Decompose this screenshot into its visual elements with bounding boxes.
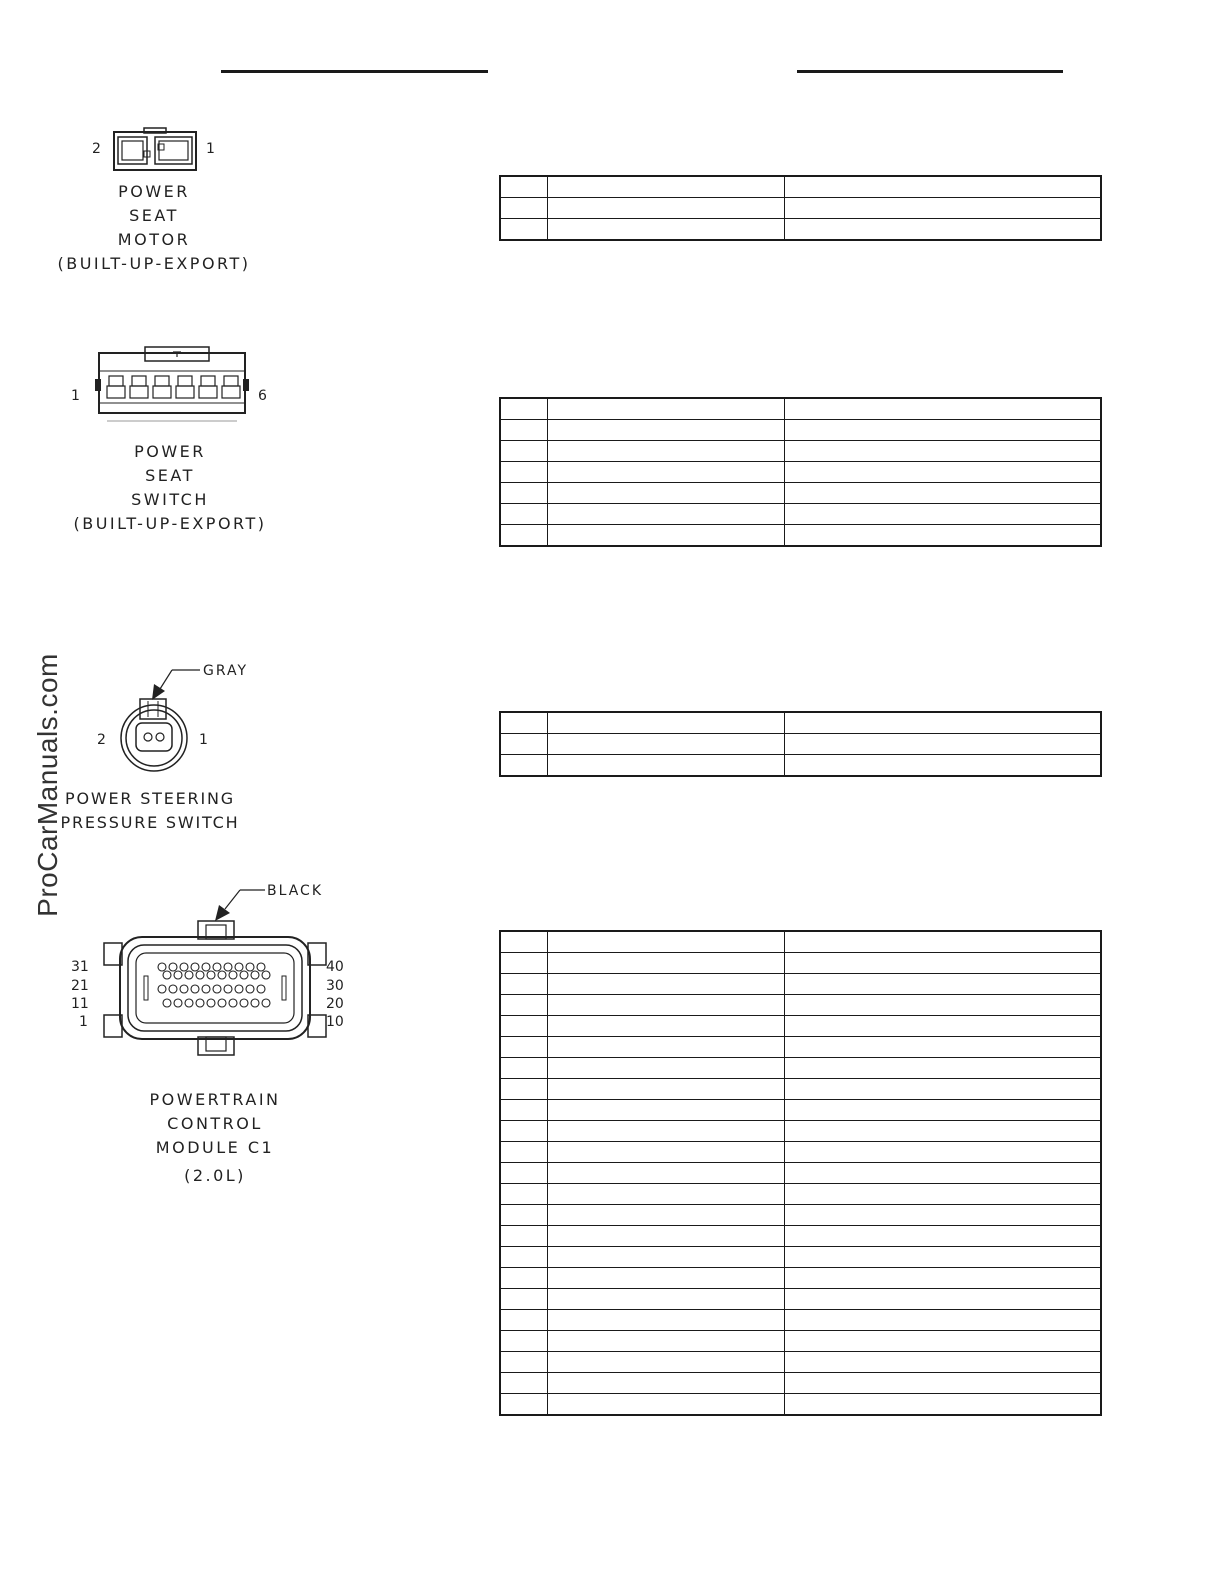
table-cell — [785, 441, 1102, 462]
table-cell — [500, 1184, 548, 1205]
table-cell — [500, 1331, 548, 1352]
table-cell — [785, 1100, 1102, 1121]
pin-cavity — [180, 963, 188, 971]
table-cell — [500, 1121, 548, 1142]
table-cell — [548, 1331, 785, 1352]
table-cell — [548, 1226, 785, 1247]
table-row — [500, 462, 1101, 483]
table-cell — [548, 1373, 785, 1394]
pin-cavity — [169, 985, 177, 993]
power-seat-motor-pin-table — [499, 175, 1102, 241]
table-cell — [500, 1016, 548, 1037]
table-row — [500, 755, 1101, 777]
power-seat-switch-pin-table — [499, 397, 1102, 547]
pin-label-31: 31 — [71, 959, 89, 975]
table-cell — [548, 504, 785, 525]
pin-cavity — [158, 963, 166, 971]
pin-cavity — [218, 971, 226, 979]
table-cell — [548, 462, 785, 483]
color-callout-gray: GRAY — [203, 663, 249, 679]
table-cell — [785, 525, 1102, 547]
pin-label-2: 2 — [97, 732, 106, 748]
pin-cavity — [207, 999, 215, 1007]
table-cell — [548, 398, 785, 420]
pin-cavity — [251, 999, 259, 1007]
header-rule-left — [221, 70, 488, 73]
pin-cavity — [196, 971, 204, 979]
pin-label-6: 6 — [258, 388, 267, 404]
table-row — [500, 176, 1101, 198]
table-row — [500, 1331, 1101, 1352]
table-cell — [500, 1163, 548, 1184]
table-cell — [548, 483, 785, 504]
table-cell — [785, 1352, 1102, 1373]
pin-label-21: 21 — [71, 978, 89, 994]
pin-cavity — [251, 971, 259, 979]
table-cell — [548, 525, 785, 547]
table-cell — [785, 176, 1102, 198]
table-cell — [785, 1289, 1102, 1310]
table-cell — [548, 712, 785, 734]
table-row — [500, 1226, 1101, 1247]
power-steering-pressure-switch-pin-table — [499, 711, 1102, 777]
table-cell — [548, 931, 785, 953]
table-cell — [548, 1247, 785, 1268]
table-cell — [500, 462, 548, 483]
table-cell — [785, 995, 1102, 1016]
table-cell — [500, 441, 548, 462]
pin-cavity — [229, 999, 237, 1007]
table-cell — [785, 931, 1102, 953]
table-cell — [548, 1079, 785, 1100]
table-cell — [548, 1163, 785, 1184]
pin-cavity — [246, 985, 254, 993]
table-cell — [500, 504, 548, 525]
table-cell — [548, 755, 785, 777]
table-cell — [785, 398, 1102, 420]
table-cell — [785, 1058, 1102, 1079]
pin-label-2: 2 — [92, 141, 101, 157]
table-cell — [785, 755, 1102, 777]
pin-cavity — [229, 971, 237, 979]
table-row — [500, 1184, 1101, 1205]
table-row — [500, 504, 1101, 525]
table-cell — [500, 1226, 548, 1247]
table-row — [500, 1163, 1101, 1184]
table-row — [500, 198, 1101, 219]
table-cell — [500, 1394, 548, 1416]
table-cell — [548, 1142, 785, 1163]
table-row — [500, 1289, 1101, 1310]
pin-cavity — [180, 985, 188, 993]
table-row — [500, 974, 1101, 995]
pin-cavity — [163, 999, 171, 1007]
pin-cavity — [224, 985, 232, 993]
pin-cavity — [262, 971, 270, 979]
pin-label-11: 11 — [71, 996, 89, 1012]
watermark: ProCarManuals.com — [32, 653, 63, 917]
table-cell — [785, 712, 1102, 734]
table-row — [500, 1268, 1101, 1289]
pcm-c1-diagram — [60, 875, 350, 1065]
pin-cavity — [240, 999, 248, 1007]
table-cell — [785, 953, 1102, 974]
pin-label-1: 1 — [206, 141, 215, 157]
table-row — [500, 1121, 1101, 1142]
table-row — [500, 441, 1101, 462]
pin-cavity — [191, 985, 199, 993]
table-cell — [548, 1352, 785, 1373]
table-cell — [500, 1247, 548, 1268]
table-row — [500, 953, 1101, 974]
table-cell — [500, 1037, 548, 1058]
table-cell — [500, 1079, 548, 1100]
table-cell — [500, 734, 548, 755]
power-steering-pressure-switch-diagram — [90, 655, 260, 770]
table-row — [500, 483, 1101, 504]
table-row — [500, 1310, 1101, 1331]
table-cell — [785, 1373, 1102, 1394]
table-cell — [548, 1058, 785, 1079]
power-steering-pressure-switch-label: POWER STEERING PRESSURE SWITCH — [60, 789, 240, 832]
pin-cavity — [158, 985, 166, 993]
table-cell — [500, 219, 548, 241]
pin-cavity — [224, 963, 232, 971]
table-cell — [548, 1100, 785, 1121]
table-cell — [500, 1373, 548, 1394]
pin-cavity — [174, 971, 182, 979]
power-seat-switch-diagram — [65, 345, 280, 430]
table-cell — [500, 483, 548, 504]
pin-cavity — [174, 999, 182, 1007]
pin-label-1: 1 — [71, 388, 80, 404]
table-cell — [548, 420, 785, 441]
table-cell — [548, 219, 785, 241]
table-cell — [500, 1058, 548, 1079]
pin-cavity — [257, 985, 265, 993]
power-seat-motor-label: POWER SEAT MOTOR (BUILT-UP-EXPORT) — [57, 182, 251, 273]
table-cell — [548, 953, 785, 974]
table-cell — [548, 734, 785, 755]
pin-cavity — [207, 971, 215, 979]
table-cell — [500, 1310, 548, 1331]
table-row — [500, 1037, 1101, 1058]
table-cell — [548, 1184, 785, 1205]
table-cell — [785, 1142, 1102, 1163]
pin-cavity — [163, 971, 171, 979]
table-cell — [500, 1100, 548, 1121]
table-cell — [785, 734, 1102, 755]
table-row — [500, 525, 1101, 547]
table-cell — [548, 1289, 785, 1310]
table-cell — [548, 1268, 785, 1289]
table-cell — [548, 176, 785, 198]
pin-cavity — [185, 999, 193, 1007]
table-cell — [785, 1310, 1102, 1331]
pcm-c1-label: POWERTRAIN CONTROL MODULE C1 (2.0L) — [149, 1090, 281, 1185]
table-cell — [785, 483, 1102, 504]
table-cell — [548, 1016, 785, 1037]
table-cell — [548, 995, 785, 1016]
table-cell — [548, 1394, 785, 1416]
table-cell — [500, 1268, 548, 1289]
table-row — [500, 995, 1101, 1016]
table-row — [500, 712, 1101, 734]
table-cell — [500, 1205, 548, 1226]
pin-cavity — [185, 971, 193, 979]
table-row — [500, 1100, 1101, 1121]
table-row — [500, 1247, 1101, 1268]
pin-cavity — [218, 999, 226, 1007]
table-cell — [500, 1289, 548, 1310]
pin-cavity — [257, 963, 265, 971]
table-row — [500, 1352, 1101, 1373]
power-seat-switch-label: POWER SEAT SWITCH (BUILT-UP-EXPORT) — [73, 442, 267, 533]
table-cell — [548, 1310, 785, 1331]
pin-cavity — [262, 999, 270, 1007]
table-cell — [500, 1352, 548, 1373]
pin-cavity — [196, 999, 204, 1007]
pin-cavity — [191, 963, 199, 971]
table-cell — [785, 1121, 1102, 1142]
table-cell — [785, 504, 1102, 525]
table-cell — [785, 1247, 1102, 1268]
pin-cavity — [202, 985, 210, 993]
table-row — [500, 219, 1101, 241]
table-cell — [548, 1037, 785, 1058]
table-cell — [500, 1142, 548, 1163]
table-cell — [500, 398, 548, 420]
table-cell — [785, 462, 1102, 483]
table-row — [500, 398, 1101, 420]
table-cell — [500, 176, 548, 198]
pin-cavity — [213, 985, 221, 993]
table-cell — [785, 974, 1102, 995]
table-cell — [548, 1121, 785, 1142]
table-cell — [785, 420, 1102, 441]
table-cell — [500, 931, 548, 953]
table-cell — [785, 1163, 1102, 1184]
table-row — [500, 931, 1101, 953]
table-cell — [785, 1016, 1102, 1037]
table-row — [500, 1016, 1101, 1037]
table-cell — [548, 974, 785, 995]
table-cell — [548, 441, 785, 462]
pin-cavity — [246, 963, 254, 971]
pin-cavity — [235, 985, 243, 993]
table-cell — [785, 1205, 1102, 1226]
table-cell — [785, 1079, 1102, 1100]
table-cell — [500, 712, 548, 734]
table-cell — [500, 995, 548, 1016]
color-callout-black: BLACK — [267, 883, 324, 899]
table-cell — [785, 1184, 1102, 1205]
table-cell — [785, 1394, 1102, 1416]
power-seat-motor-diagram — [85, 120, 225, 180]
pin-cavity — [240, 971, 248, 979]
table-row — [500, 1142, 1101, 1163]
table-row — [500, 1373, 1101, 1394]
pin-label-1: 1 — [79, 1014, 88, 1030]
table-cell — [548, 1205, 785, 1226]
table-cell — [500, 755, 548, 777]
table-row — [500, 734, 1101, 755]
table-row — [500, 1394, 1101, 1416]
pin-cavity — [235, 963, 243, 971]
pin-label-30: 30 — [326, 978, 344, 994]
pin-label-20: 20 — [326, 996, 344, 1012]
table-cell — [785, 1226, 1102, 1247]
pin-cavity — [202, 963, 210, 971]
pin-label-1: 1 — [199, 732, 208, 748]
table-row — [500, 1205, 1101, 1226]
table-cell — [500, 525, 548, 547]
pcm-c1-pin-table — [499, 930, 1102, 1416]
table-cell — [500, 974, 548, 995]
table-row — [500, 1079, 1101, 1100]
table-row — [500, 420, 1101, 441]
table-cell — [500, 198, 548, 219]
table-cell — [785, 1331, 1102, 1352]
table-cell — [785, 198, 1102, 219]
header-rule-right — [797, 70, 1063, 73]
table-cell — [785, 219, 1102, 241]
pin-label-10: 10 — [326, 1014, 344, 1030]
pin-cavity — [169, 963, 177, 971]
pin-cavity — [213, 963, 221, 971]
pin-label-40: 40 — [326, 959, 344, 975]
table-cell — [500, 420, 548, 441]
table-cell — [500, 953, 548, 974]
table-row — [500, 1058, 1101, 1079]
table-cell — [548, 198, 785, 219]
table-cell — [785, 1268, 1102, 1289]
table-cell — [785, 1037, 1102, 1058]
